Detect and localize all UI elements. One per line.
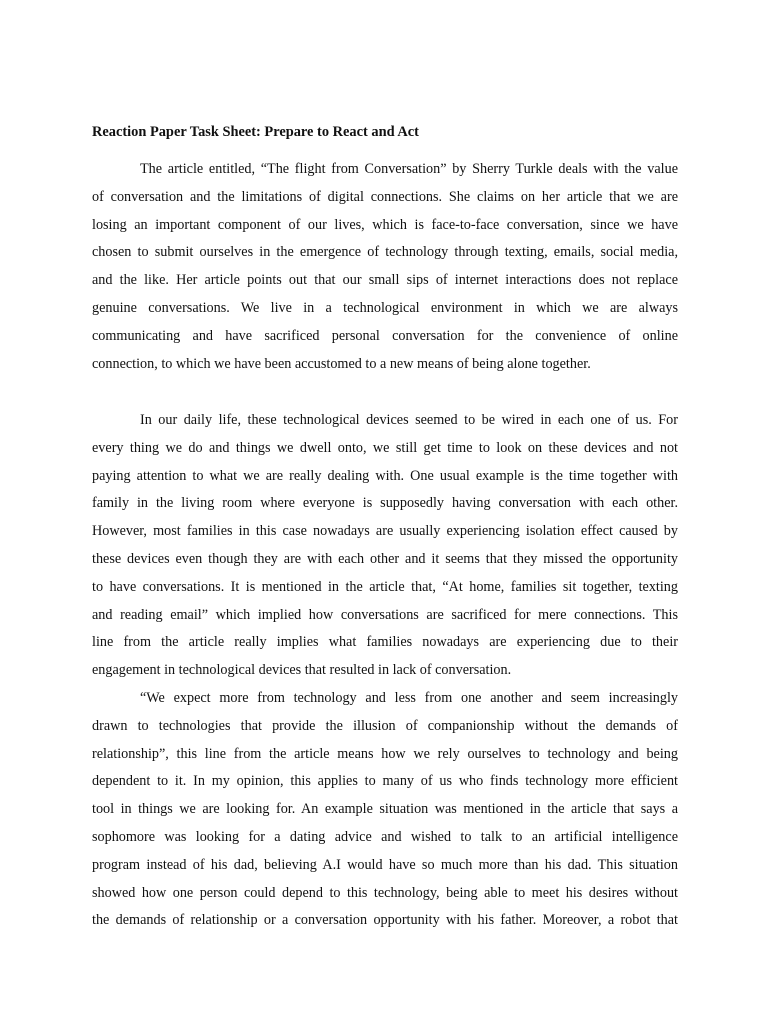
paragraph-line: drawn to technologies that provide the illusion of companionship without the demands of <box>92 717 678 734</box>
paragraph-line: In our daily life, these technological devices seemed to be wired in each one of us. For <box>140 412 678 428</box>
paragraph-line: connection, to which we have been accustomed to a new means of being alone together. <box>92 355 591 372</box>
paragraph-1 <box>92 156 678 378</box>
paragraph-line: relationship”, this line from the article means how we rely ourselves to technology and being <box>92 745 678 762</box>
paragraph-line: every thing we do and things we dwell onto, we still get time to look on these devices and not <box>92 439 678 456</box>
document-title: Reaction Paper Task Sheet: Prepare to React and Act <box>92 124 419 140</box>
paragraph-line: these devices even though they are with each other and it seems that they missed the opportunity <box>92 550 678 567</box>
paragraph-line: However, most families in this case nowadays are usually experiencing isolation effect caused by <box>92 523 678 540</box>
paragraph-line: chosen to submit ourselves in the emergence of technology through texting, emails, social media, <box>92 244 678 261</box>
paragraph-line: showed how one person could depend to this technology, being able to meet his desires without <box>92 884 678 901</box>
paragraph-3 <box>92 685 678 935</box>
paragraph-line: tool in things we are looking for. An example situation was mentioned in the article that says a <box>92 801 678 818</box>
paragraph-line: line from the article really implies what families nowadays are experiencing due to their <box>92 634 678 651</box>
paragraph-line: paying attention to what we are really dealing with. One usual example is the time together with <box>92 467 678 484</box>
paragraph-2 <box>92 407 678 685</box>
paragraph-line: and the like. Her article points out that our small sips of internet interactions does not replace <box>92 272 678 289</box>
paragraph-line: communicating and have sacrificed personal conversation for the convenience of online <box>92 327 678 344</box>
paragraph-line: of conversation and the limitations of digital connections. She claims on her article that we are <box>92 188 678 205</box>
paragraph-line: to have conversations. It is mentioned in the article that, “At home, families sit together, texting <box>92 578 678 595</box>
paragraph-line: genuine conversations. We live in a technological environment in which we are always <box>92 299 678 316</box>
paragraph-line: The article entitled, “The flight from Conversation” by Sherry Turkle deals with the value <box>140 161 678 177</box>
paragraph-line: family in the living room where everyone is supposedly having conversation with each other. <box>92 495 678 512</box>
paragraph-line: dependent to it. In my opinion, this applies to many of us who finds technology more efficient <box>92 773 678 790</box>
paragraph-line: losing an important component of our lives, which is face-to-face conversation, since we have <box>92 216 678 233</box>
paragraph-line: engagement in technological devices that resulted in lack of conversation. <box>92 662 512 679</box>
paragraph-line: program instead of his dad, believing A.I would have so much more than his dad. This situation <box>92 856 678 873</box>
paragraph-line: sophomore was looking for a dating advice and wished to talk to an artificial intelligence <box>92 828 678 845</box>
paragraph-line: “We expect more from technology and less from one another and seem increasingly <box>140 690 678 706</box>
paragraph-line: and reading email” which implied how conversations are sacrificed for mere connections. This <box>92 606 678 623</box>
paragraph-line: the demands of relationship or a conversation opportunity with his father. Moreover, a robot that <box>92 912 678 929</box>
